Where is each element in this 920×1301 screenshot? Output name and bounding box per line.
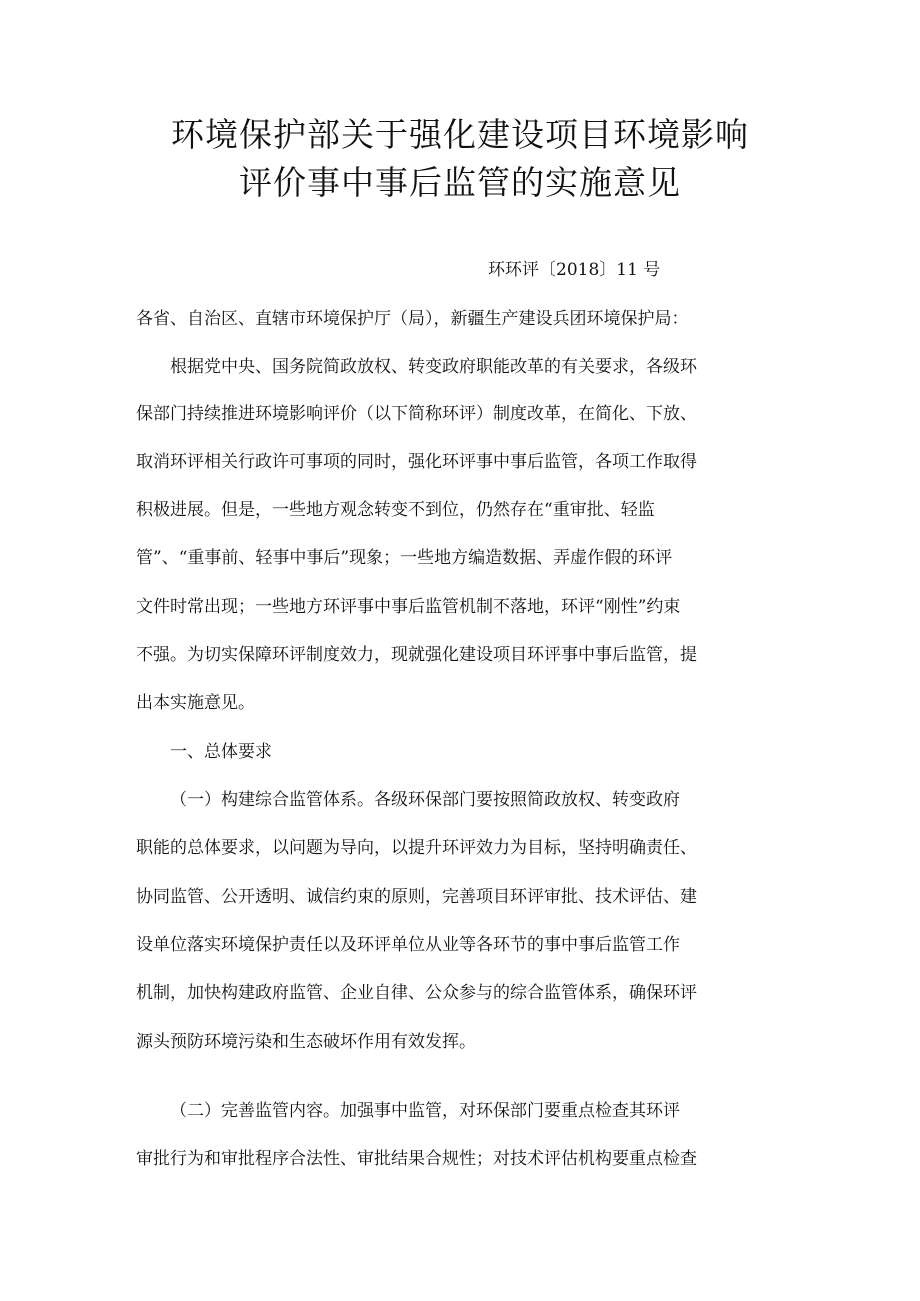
paragraph-line: 设单位落实环境保护责任以及环评单位从业等各环节的事中事后监管工作: [136, 935, 680, 955]
addressee-line: 各省、自治区、直辖市环境保护厅（局），新疆生产建设兵团环境保护局：: [136, 309, 689, 329]
document-number: 环环评〔2018〕11 号: [488, 260, 661, 280]
paragraph-line: 出本实施意见。: [136, 693, 255, 713]
paragraph-line: （二）完善监管内容。加强事中监管，对环保部门要重点检查其环评: [170, 1101, 680, 1121]
document-title-line-1: 环境保护部关于强化建设项目环境影响: [171, 115, 749, 154]
paragraph-line: 源头预防环境污染和生态破坏作用有效发挥。: [136, 1032, 476, 1052]
document-title-line-2: 评价事中事后监管的实施意见: [239, 163, 681, 202]
section-heading: 一、总体要求: [170, 742, 272, 762]
paragraph-line: 积极进展。但是，一些地方观念转变不到位，仍然存在“重审批、轻监: [136, 500, 655, 520]
paragraph-line: 文件时常出现；一些地方环评事中事后监管机制不落地，环评“刚性”约束: [136, 597, 681, 617]
paragraph-line: 审批行为和审批程序合法性、审批结果合规性；对技术评估机构要重点检查: [136, 1149, 697, 1169]
paragraph-line: （一）构建综合监管体系。各级环保部门要按照简政放权、转变政府: [170, 790, 680, 810]
paragraph-line: 管”、“重事前、轻事中事后”现象；一些地方编造数据、弄虚作假的环评: [136, 548, 673, 568]
paragraph-line: 协同监管、公开透明、诚信约束的原则，完善项目环评审批、技术评估、建: [136, 887, 697, 907]
paragraph-line: 取消环评相关行政许可事项的同时，强化环评事中事后监管，各项工作取得: [136, 452, 697, 472]
paragraph-line: 机制，加快构建政府监管、企业自律、公众参与的综合监管体系，确保环评: [136, 983, 697, 1003]
paragraph-line: 不强。为切实保障环评制度效力，现就强化建设项目环评事中事后监管，提: [136, 645, 697, 665]
paragraph-line: 根据党中央、国务院简政放权、转变政府职能改革的有关要求，各级环: [170, 357, 697, 377]
paragraph-line: 保部门持续推进环境影响评价（以下简称环评）制度改革，在简化、下放、: [136, 404, 697, 424]
paragraph-line: 职能的总体要求，以问题为导向，以提升环评效力为目标，坚持明确责任、: [136, 838, 697, 858]
